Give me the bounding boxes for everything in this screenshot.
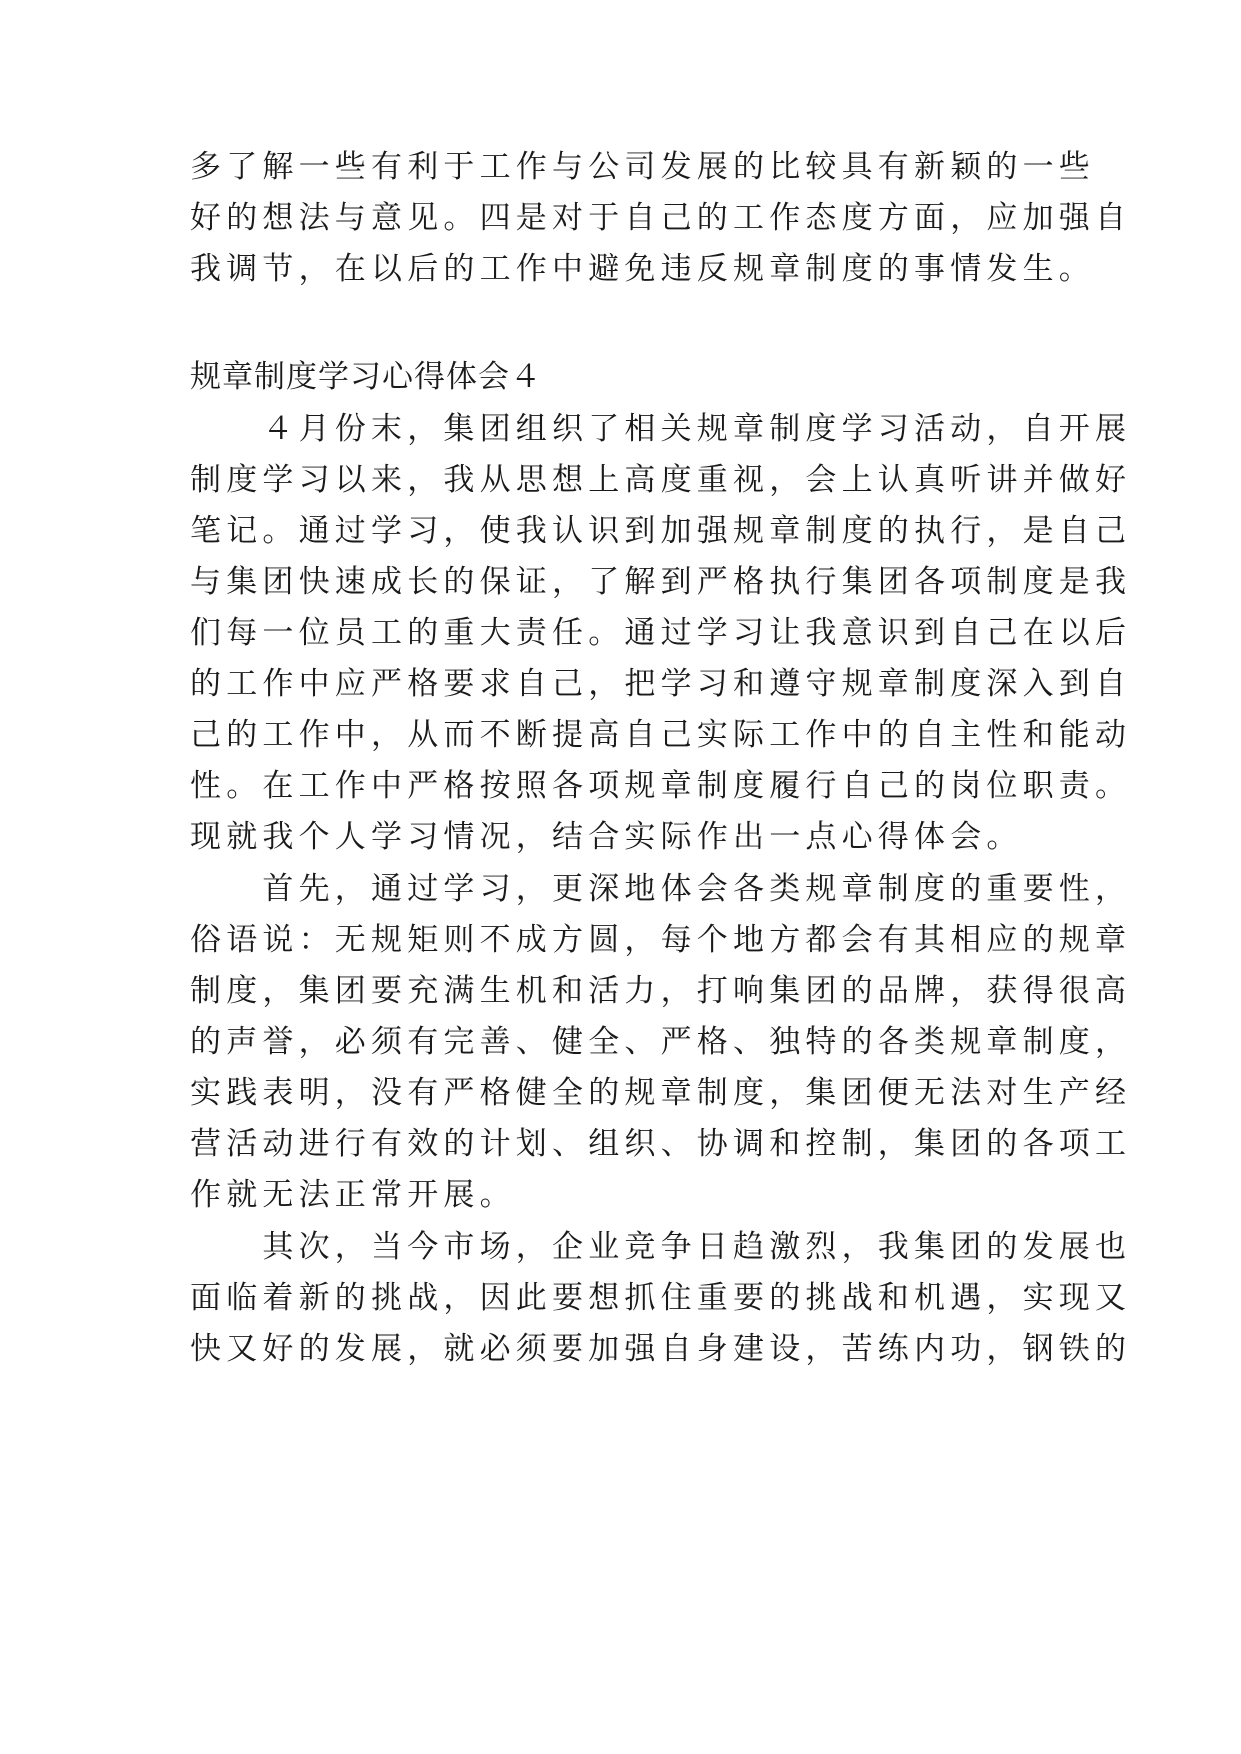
paragraph-line: 面临着新的挑战，因此要想抓住重要的挑战和机遇，实现又	[190, 1280, 1132, 1316]
paragraph-line: 性。在工作中严格按照各项规章制度履行自己的岗位职责。	[190, 768, 1132, 804]
paragraph-line: 己的工作中，从而不断提高自己实际工作中的自主性和能动	[190, 717, 1132, 753]
paragraph-line: 现就我个人学习情况，结合实际作出一点心得体会。	[190, 819, 1023, 855]
paragraph-line: 其次，当今市场，企业竞争日趋激烈，我集团的发展也	[190, 1229, 1132, 1265]
paragraph-line: 的声誉，必须有完善、健全、严格、独特的各类规章制度，	[190, 1024, 1132, 1060]
paragraph-line: 实践表明，没有严格健全的规章制度，集团便无法对生产经	[190, 1075, 1132, 1111]
paragraph-line: 制度学习以来，我从思想上高度重视，会上认真听讲并做好	[190, 462, 1132, 498]
paragraph-line: 快又好的发展，就必须要加强自身建设，苦练内功，钢铁的	[190, 1331, 1132, 1367]
paragraph-line: 营活动进行有效的计划、组织、协调和控制，集团的各项工	[190, 1126, 1132, 1162]
paragraph-line: 笔记。通过学习，使我认识到加强规章制度的执行，是自己	[190, 513, 1132, 549]
paragraph-line: 好的想法与意见。四是对于自己的工作态度方面，应加强自	[190, 200, 1132, 236]
paragraph-line: 作就无法正常开展。	[190, 1177, 516, 1213]
paragraph-line: 首先，通过学习，更深地体会各类规章制度的重要性，	[190, 871, 1132, 907]
paragraph-line: 与集团快速成长的保证，了解到严格执行集团各项制度是我	[190, 564, 1132, 600]
paragraph-line: 我调节，在以后的工作中避免违反规章制度的事情发生。	[190, 251, 1095, 287]
paragraph-line: 的工作中应严格要求自己，把学习和遵守规章制度深入到自	[190, 666, 1132, 702]
paragraph-line: ４月份末，集团组织了相关规章制度学习活动，自开展	[190, 411, 1132, 447]
paragraph-line: 俗语说：无规矩则不成方圆，每个地方都会有其相应的规章	[190, 922, 1132, 958]
paragraph-line: 制度，集团要充满生机和活力，打响集团的品牌，获得很高	[190, 973, 1132, 1009]
paragraph-line: 多了解一些有利于工作与公司发展的比较具有新颖的一些	[190, 149, 1095, 185]
paragraph-line: 们每一位员工的重大责任。通过学习让我意识到自己在以后	[190, 615, 1132, 651]
section-title: 规章制度学习心得体会４	[190, 359, 542, 395]
